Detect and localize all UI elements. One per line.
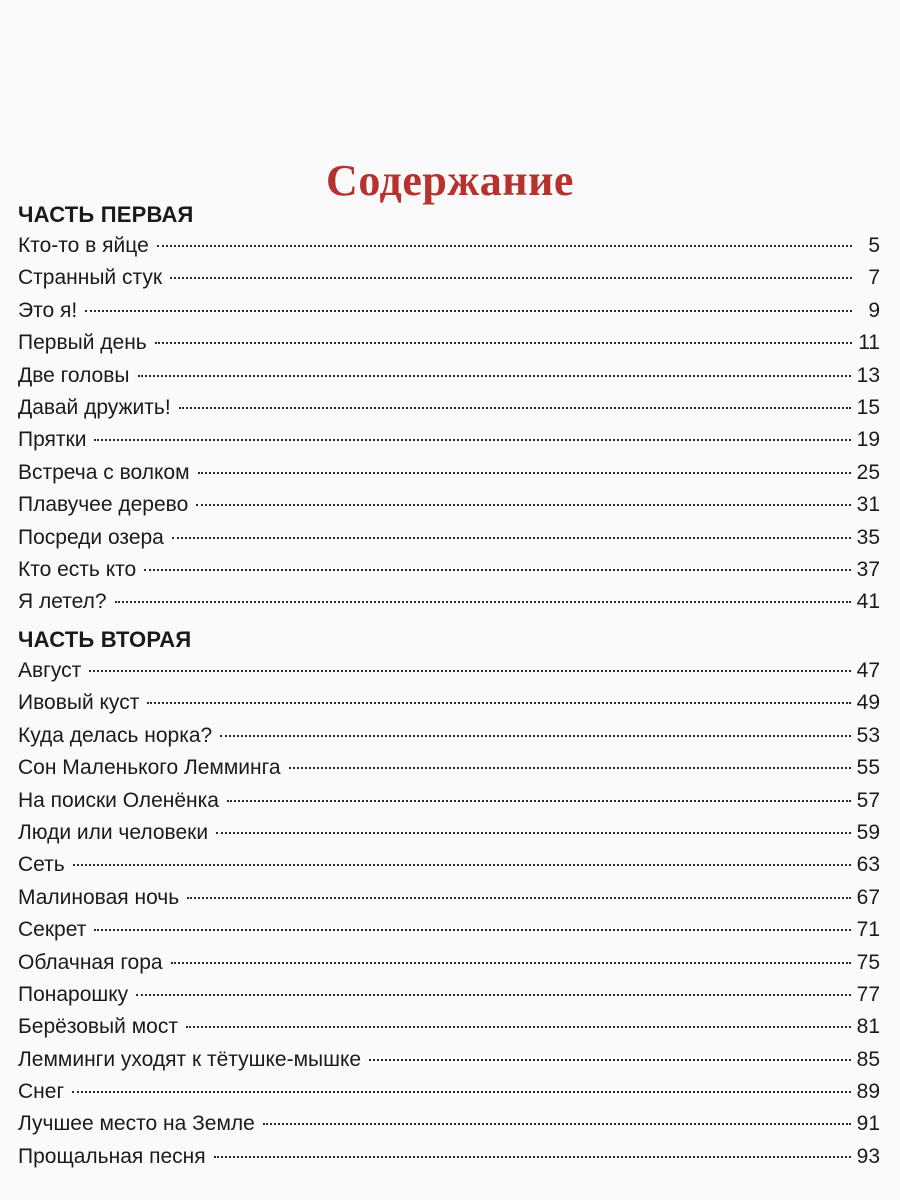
toc-entry-title: Я летел? (18, 590, 107, 614)
toc-entry[interactable] (18, 1076, 880, 1108)
toc-entry-page-number: 71 (856, 918, 880, 942)
part-heading: ЧАСТЬ ПЕРВАЯ (18, 202, 194, 227)
toc-entry[interactable] (18, 1011, 880, 1043)
dot-leader (94, 929, 850, 931)
dot-leader (187, 897, 850, 899)
toc-entry-title: Облачная гора (18, 950, 163, 974)
dot-leader (179, 407, 851, 409)
toc-entry-title: Странный стук (18, 266, 163, 290)
toc-entry-page-number: 5 (868, 234, 880, 257)
toc-entry-page-number: 55 (856, 756, 880, 780)
toc-entry[interactable] (18, 849, 880, 881)
toc-entry-title: Две головы (18, 363, 130, 387)
toc-entry-page-number: 91 (856, 1112, 880, 1136)
toc-entry[interactable] (18, 554, 880, 586)
dot-leader (227, 800, 851, 802)
toc-entry-page-number: 63 (856, 853, 880, 877)
toc-entry-title: Куда делась норка? (18, 723, 213, 747)
toc-entry-page-number: 67 (856, 885, 880, 909)
toc-entry[interactable] (18, 295, 880, 327)
toc-entry-title: Прощальная песня (18, 1144, 206, 1168)
part-heading: ЧАСТЬ ВТОРАЯ (18, 627, 192, 652)
toc-entry[interactable] (18, 392, 880, 424)
toc-entry[interactable] (18, 817, 880, 849)
toc-entry-title: Сон Маленького Лемминга (18, 756, 281, 780)
toc-entry-page-number: 13 (856, 363, 880, 387)
toc-entry-title: Посреди озера (18, 525, 164, 549)
dot-leader (73, 864, 851, 866)
toc-entry-title: Кто есть кто (18, 557, 137, 581)
toc-entry-page-number: 25 (856, 460, 880, 484)
toc-entry-page-number: 9 (868, 298, 880, 322)
toc-entry-title: Это я! (18, 298, 78, 322)
toc-entry[interactable] (18, 687, 880, 719)
toc-entry-page-number: 47 (856, 659, 880, 682)
toc-entry[interactable] (18, 752, 880, 784)
toc-entry[interactable] (18, 914, 880, 946)
toc-entry[interactable] (18, 1141, 880, 1173)
toc-entry[interactable] (18, 586, 880, 618)
toc-entry-title: Лемминги уходят к тётушке-мышке (18, 1047, 362, 1071)
toc-entry[interactable] (18, 522, 880, 554)
toc-entry-page-number: 35 (856, 525, 880, 549)
dot-leader (186, 1026, 851, 1028)
toc-entry-page-number: 75 (856, 950, 880, 974)
toc-entry-page-number: 77 (856, 982, 880, 1006)
dot-leader (147, 702, 850, 704)
toc-entry[interactable] (18, 720, 880, 752)
dot-leader (198, 472, 851, 474)
toc-entry-list (18, 230, 880, 619)
toc-entry-page-number: 7 (868, 266, 880, 290)
toc-entry-title: Лучшее место на Земле (18, 1112, 255, 1136)
toc-entry-page-number: 53 (856, 723, 880, 747)
dot-leader (155, 342, 852, 344)
page-title: Содержание (326, 156, 574, 206)
dot-leader (85, 310, 852, 312)
toc-entry-title: Сеть (18, 853, 65, 877)
toc-entry-page-number: 89 (856, 1080, 880, 1104)
toc-entry-title: Понарошку (18, 982, 129, 1006)
toc-entry[interactable] (18, 457, 880, 489)
toc-entry-title: Берёзовый мост (18, 1015, 178, 1039)
toc-entry-title: Встреча с волком (18, 460, 190, 484)
dot-leader (369, 1059, 851, 1061)
dot-leader (157, 245, 852, 247)
toc-entry-page-number: 15 (856, 395, 880, 419)
toc-part-one (18, 200, 880, 619)
toc-entry-title: Ивовый куст (18, 691, 140, 715)
toc-entry-title: Прятки (18, 428, 87, 452)
toc-entry-page-number: 11 (858, 331, 880, 355)
toc-entry-title: Кто-то в яйце (18, 234, 149, 257)
dot-leader (138, 375, 851, 377)
dot-leader (72, 1091, 851, 1093)
toc-part-two (18, 625, 880, 1173)
dot-leader (289, 767, 851, 769)
dot-leader (216, 832, 851, 834)
dot-leader (220, 735, 850, 737)
toc-entry-page-number: 93 (856, 1144, 880, 1168)
toc-entry-page-number: 37 (856, 557, 880, 581)
toc-entry-page-number: 31 (856, 493, 880, 517)
toc-entry-page-number: 19 (856, 428, 880, 452)
toc-entry-title: На поиски Оленёнка (18, 788, 219, 812)
toc-entry[interactable] (18, 785, 880, 817)
toc-entry[interactable] (18, 327, 880, 359)
dot-leader (170, 277, 852, 279)
toc-entry-title: Давай дружить! (18, 395, 171, 419)
toc-entry-page-number: 81 (856, 1015, 880, 1039)
toc-entry-title: Люди или человеки (18, 820, 209, 844)
toc-entry-page-number: 49 (856, 691, 880, 715)
toc-entry[interactable] (18, 489, 880, 521)
toc-entry-title: Снег (18, 1080, 65, 1104)
toc-entry-page-number: 41 (856, 590, 880, 614)
toc-entry[interactable] (18, 979, 880, 1011)
toc-entry-title: Секрет (18, 918, 87, 942)
toc-entry[interactable] (18, 1108, 880, 1140)
toc-entry-title: Август (18, 659, 82, 682)
toc-entry-title: Малиновая ночь (18, 885, 180, 909)
dot-leader (144, 569, 850, 571)
dot-leader (171, 962, 851, 964)
toc-entry-page-number: 85 (856, 1047, 880, 1071)
toc-entry[interactable] (18, 947, 880, 979)
toc-entry[interactable] (18, 424, 880, 456)
dot-leader (89, 670, 850, 672)
toc-entry[interactable] (18, 655, 880, 687)
dot-leader (172, 537, 851, 539)
toc-entry[interactable] (18, 882, 880, 914)
dot-leader (94, 439, 850, 441)
toc-entry-title: Плавучее дерево (18, 493, 189, 517)
toc-entry[interactable] (18, 360, 880, 392)
dot-leader (136, 994, 850, 996)
dot-leader (115, 601, 851, 603)
dot-leader (196, 504, 850, 506)
toc-entry-page-number: 57 (856, 788, 880, 812)
dot-leader (263, 1123, 851, 1125)
toc-entry-title: Первый день (18, 331, 147, 355)
toc-entry-page-number: 59 (856, 820, 880, 844)
toc-entry[interactable] (18, 230, 880, 262)
toc-entry[interactable] (18, 262, 880, 294)
dot-leader (214, 1156, 851, 1158)
toc-entry[interactable] (18, 1044, 880, 1076)
toc-entry-list (18, 655, 880, 1173)
